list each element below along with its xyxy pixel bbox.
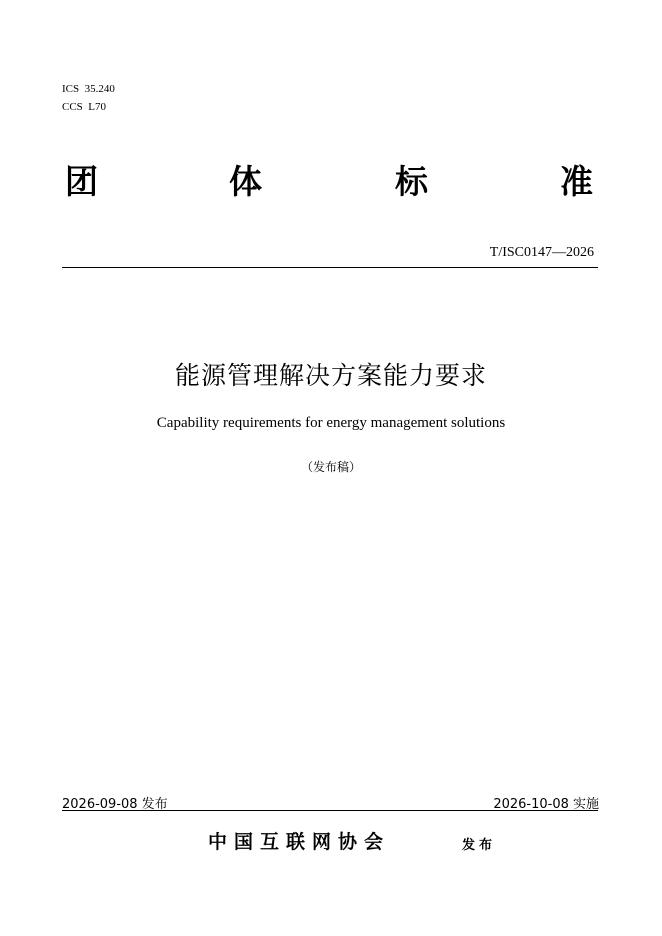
ics-code: ICS 35.240 bbox=[62, 83, 115, 95]
document-title-chinese: 能源管理解决方案能力要求 bbox=[174, 361, 487, 390]
issue-label: 发布 bbox=[462, 838, 497, 853]
document-title-english: Capability requirements for energy management solutions bbox=[156, 415, 506, 431]
ccs-code: CCS L70 bbox=[62, 101, 107, 113]
standard-number: T/ISC0147—2026 bbox=[489, 245, 594, 260]
implement-date: 2026-10-08 实施 bbox=[493, 797, 599, 812]
header-char-4: 准 bbox=[560, 162, 593, 201]
draft-status: （发布稿） bbox=[300, 460, 361, 474]
footer-divider bbox=[62, 810, 598, 811]
publish-date: 2026-09-08 发布 bbox=[62, 797, 168, 812]
header-divider bbox=[62, 267, 598, 268]
issuing-organization: 中国互联网协会 bbox=[208, 831, 391, 853]
header-char-1: 团 bbox=[65, 162, 98, 201]
header-char-2: 体 bbox=[229, 162, 262, 201]
header-char-3: 标 bbox=[395, 162, 428, 201]
